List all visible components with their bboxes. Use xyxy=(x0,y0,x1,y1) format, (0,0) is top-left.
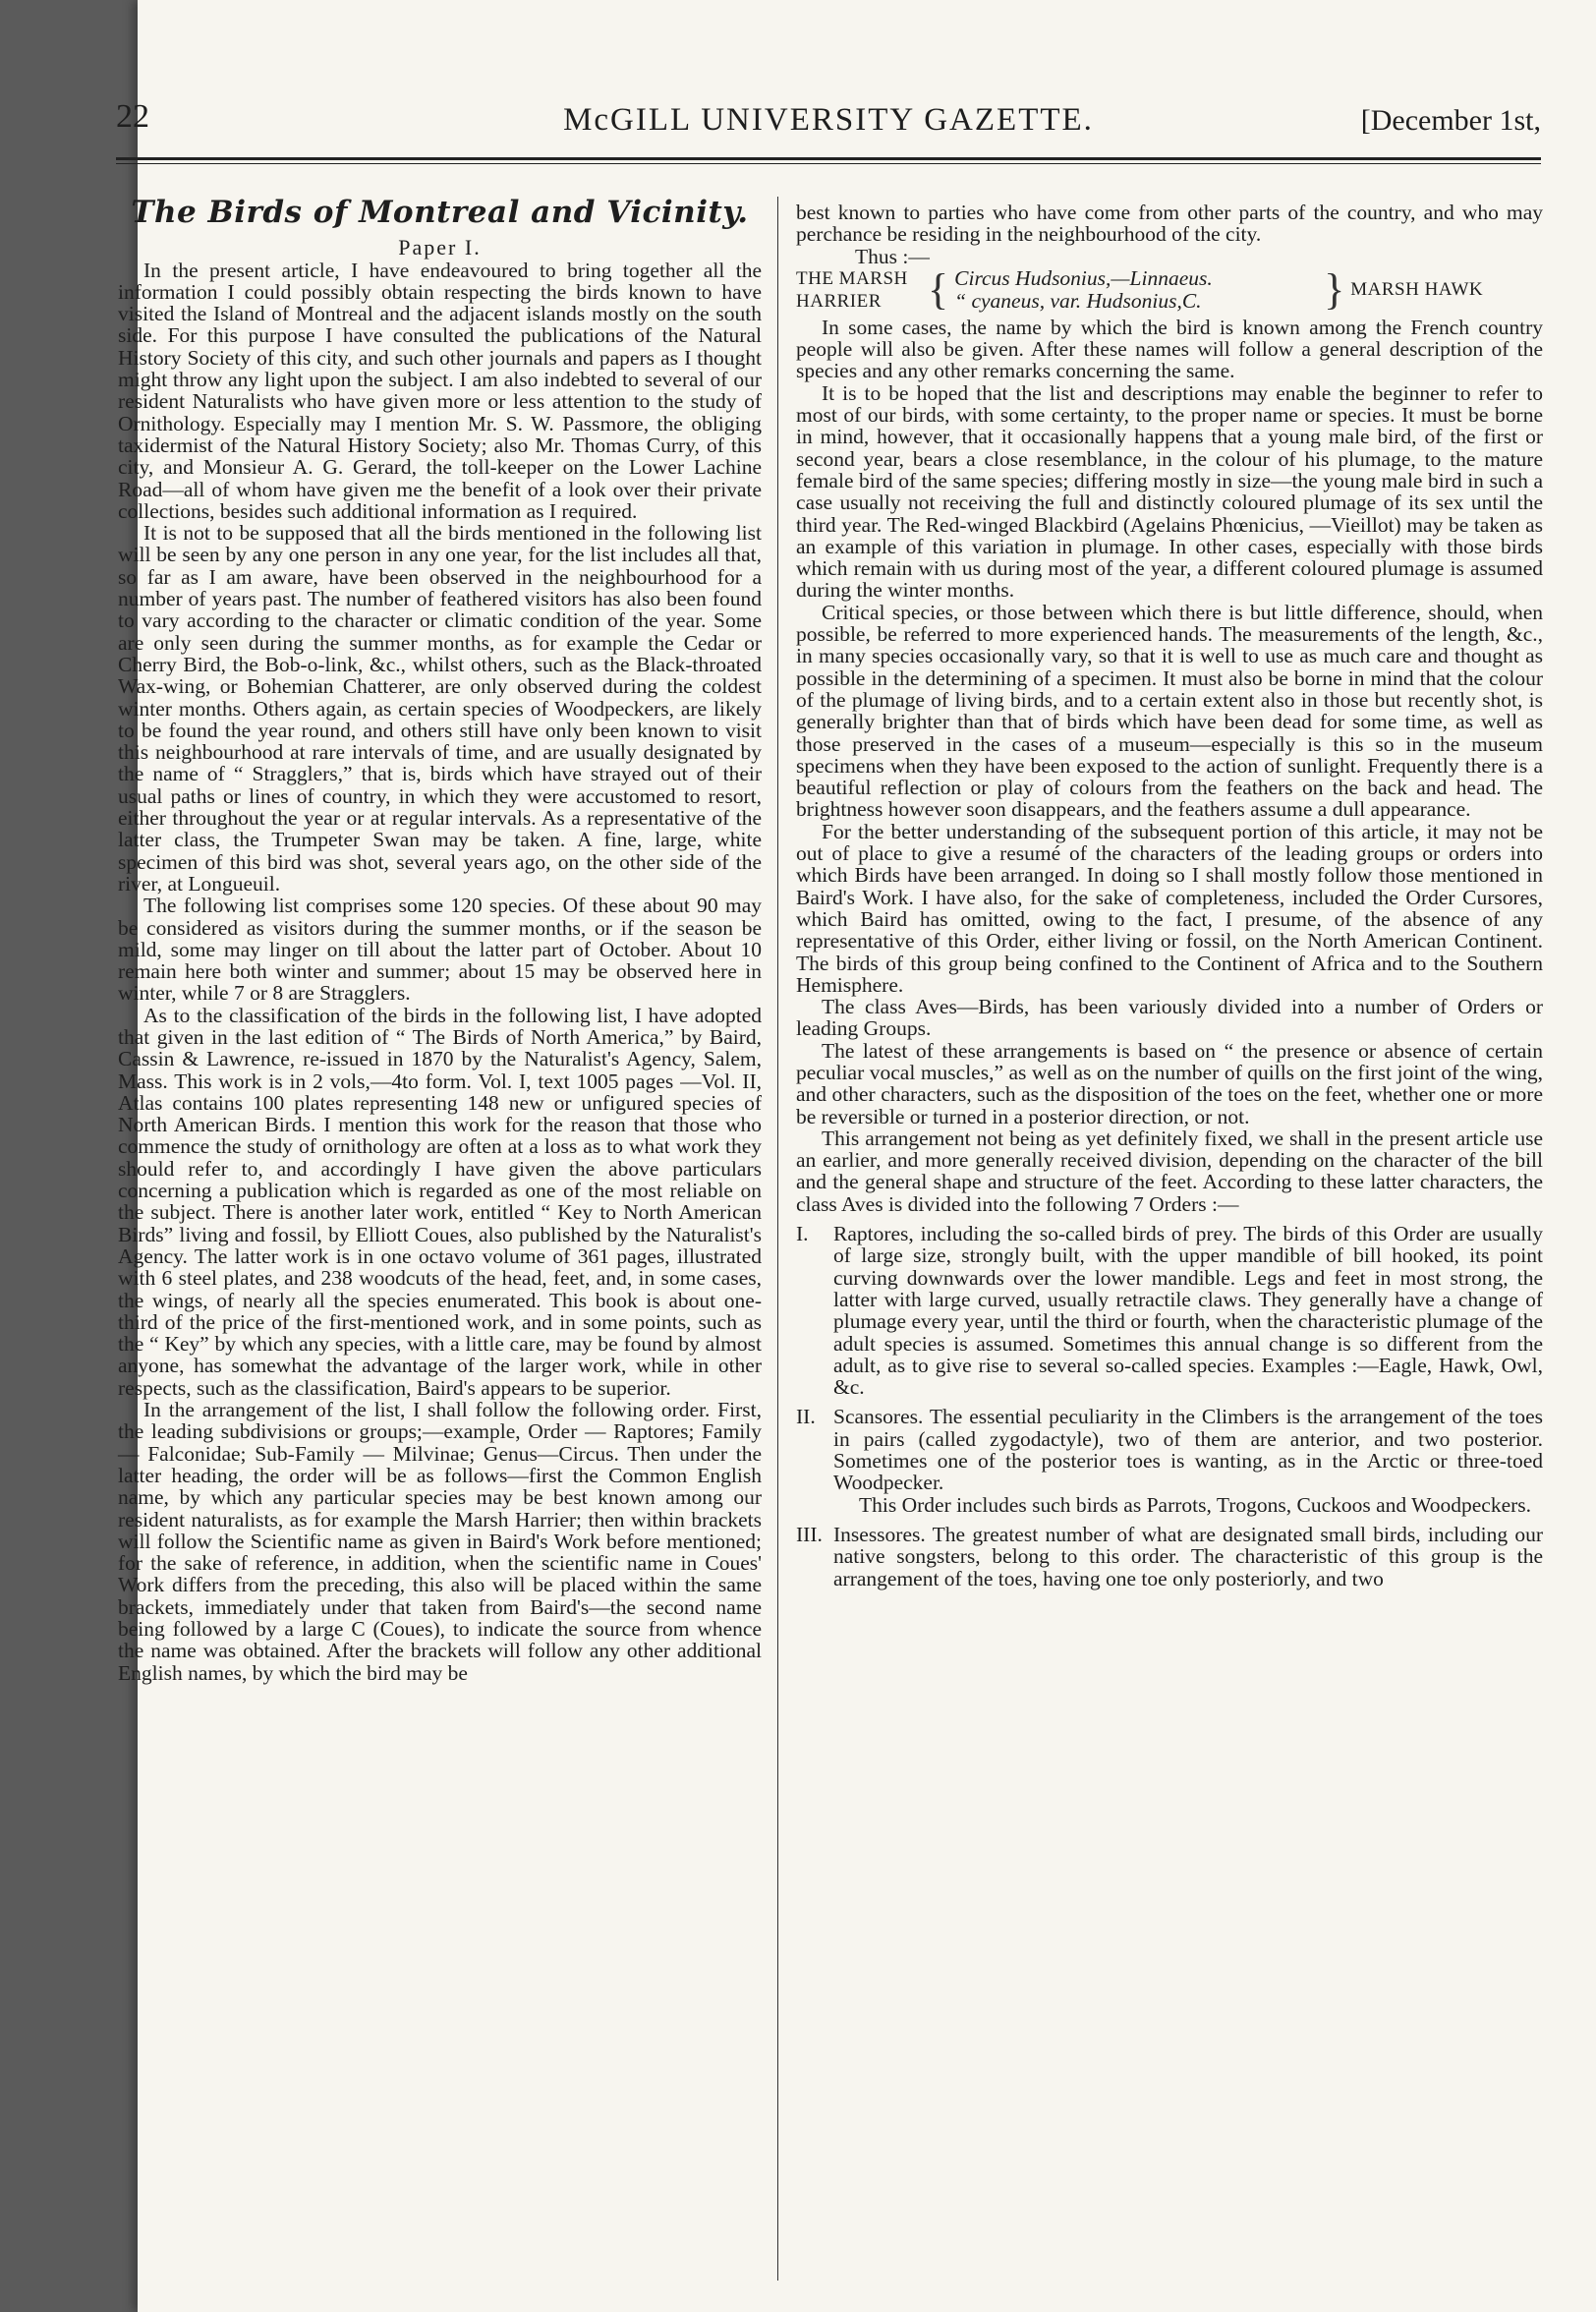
paragraph: In the present article, I have endeavoured to bring together all the information I could possibly obtain respecting the birds known to have visited the Island of Montreal and the adjacent islands mostly on the south side. For this purpose I have consulted the publications of the Natural History Society of this city, and such other journals and papers as I thought might throw any light upon the subject. I am also indebted to several of our resident Naturalists who have given more or less attention to the study of Ornithology. Especially may I mention Mr. S. W. Passmore, the obliging taxidermist of the Natural History Society; also Mr. Thomas Curry, of this city, and Monsieur A. G. Gerard, the toll-keeper on the Lower Lachine Road—all of whom have given me the benefit of a look over their private collections, besides such additional information as I required. xyxy=(118,258,762,523)
paragraph: Critical species, or those between which there is but little difference, should, when possible, be referred to more experienced hands. The measurements of the length, &c., in many species occasionally vary, so that it is well to use as much care and thought as possible in the determining of a specimen. It must also be borne in mind that the colour of the plumage of living birds, and to a certain extent also in those but recently shot, is generally brighter than that of birds which have been dead for some time, as well as those preserved in the cases of a museum—especially is this so in the museum specimens when they have been exposed to the action of sunlight. Frequently there is a beautiful reflection or play of colours from the feathers on the back and head. The brightness however soon disappears, and the feathers assume a dull appearance. xyxy=(796,600,1543,822)
paragraph: In some cases, the name by which the bird is known among the French country people will also be given. After these names will follow a general description of the species and any other remarks concerning the same. xyxy=(796,315,1543,383)
paragraph: It is to be hoped that the list and descriptions may enable the beginner to refer to most of our birds, with some certainty, to the proper name or species. It must be borne in mind, however, that it occasionally happens that a young male bird, of the first or second year, bears a close resemblance, in the colour of his plumage, to the mature female bird of the same species; differing mostly in size—the young male bird in such a case usually not receiving the full and distinctly coloured plumage of its sex until the third year. The Red-winged Blackbird (Agelains Phœnicius, —Vieillot) may be taken as an example of this variation in plumage. In other cases, especially with those birds which remain with us during most of the year, a different coloured plumage is assumed during the winter months. xyxy=(796,380,1543,603)
paragraph: The following list comprises some 120 species. Of these about 90 may be considered as visitors during the summer months, or if the season be mild, some may linger on till about the latter part of October. About 10 remain here both winter and summer; about 15 may be observed here in winter, while 7 or 8 are Stragglers. xyxy=(118,894,762,1006)
issue-date: [December 1st, xyxy=(1360,104,1541,137)
alternate-name: MARSH HAWK xyxy=(1350,278,1484,300)
paragraph: In the arrangement of the list, I shall follow the following order. First, the leading subdivisions or groups;—example, Order — Raptores; Family — Falconidae; Sub-Family — Milvinae; Genus—Circus. Then under the latter heading, the order will be as follows—first the Common English name, by which any particular species may be best known among our resident naturalists, as for example the Marsh Harrier; then within brackets will follow the Scientific name as given in Baird's Work before mentioned; for the sake of reference, in addition, when the scientific name in Coues' Work differs from the preceding, this also will be placed within the same brackets, immediately under that taken from Baird's—the second name being followed by a large C (Coues), to indicate the source from whence the name was obtained. After the brackets will follow any other additional English names, by which the bird may be xyxy=(118,1398,762,1685)
order-number: III. xyxy=(796,1522,823,1546)
paragraph: The class Aves—Birds, has been variously divided into a number of Orders or leading Groups. xyxy=(796,995,1543,1041)
order-text: Scansores. The essential peculiarity in the Climbers is the arrangement of the toes in pairs (called zygodactyle), two of them are anterior, and two posterior. Sometimes one of the posterior toes is wanting, as in the Arctic or three-toed Woodpecker. xyxy=(833,1405,1543,1495)
common-name xyxy=(796,267,922,313)
order-text: Raptores, including the so-called birds of prey. The birds of this Order are usually of large size, strongly built, with the upper mandible of bill hooked, its point curving downwards over the lower mandible. Legs and feet in most strong, the latter with large curved, usually retractile claws. They generally have a change of plumage every year, until the third or fourth, when the characteristic plumage of the adult species is assumed. Sometimes this annual change is so different from the adult, as to give rise to several so-called species. Examples :—Eagle, Hawk, Owl, &c. xyxy=(833,1222,1543,1400)
page-number: 22 xyxy=(116,98,149,135)
order-item xyxy=(796,1223,1543,1398)
scan-background xyxy=(0,0,138,2312)
bracket: { xyxy=(928,264,949,314)
paragraph: It is not to be supposed that all the birds mentioned in the following list will be seen by any one person in any one year, for the list includes all that, so far as I am aware, have been observed in the neighbourhood for a number of years past. The number of feathered visitors has also been found to vary according to the character or climatic condition of the year. Some are only seen during the summer months, as for example the Cedar or Cherry Bird, the Bob-o-link, &c., whilst others, such as the Black-throated Wax-wing, or Bohemian Chatterer, are only observed during the coldest winter months. Others again, as certain species of Woodpeckers, are likely to be found the year round, and others still have only been known to visit this neighbourhood at rare intervals of time, and are usually designated by the name of “ Stragglers,” that is, birds which have strayed out of their usual paths or lines of country, in which they were accustomed to resort, either throughout the year or at regular intervals. As a representative of the latter class, the Trumpeter Swan may be taken. A fine, large, white specimen of this bird was shot, several years ago, on the other side of the river, at Longueuil. xyxy=(118,521,762,896)
order-number: II. xyxy=(796,1405,816,1429)
paragraph: For the better understanding of the subsequent portion of this article, it may not be out of place to give a resumé of the characters of the leading groups or orders into which Birds have been arranged. In doing so I shall mostly follow those mentioned in Baird's Work. I have also, for the sake of completeness, included the Order Cursores, which Baird has omitted, owing to the fact, I presume, of the absence of any representative of this Order, either living or fossil, on the North American Continent. The birds of this group being confined to the Continent of Africa and to the Southern Hemisphere. xyxy=(796,819,1543,997)
common-name-line: THE MARSH xyxy=(796,267,908,289)
order-item xyxy=(796,1406,1543,1493)
scientific-name-line: “ cyaneus, var. Hudsonius,C. xyxy=(954,288,1202,313)
paragraph: best known to parties who have come from other parts of the country, and who may perchance be residing in the neighbourhood of the city. xyxy=(796,201,1543,247)
gazette-title: McGILL UNIVERSITY GAZETTE. xyxy=(563,102,1094,138)
common-name-line: HARRIER xyxy=(796,290,882,312)
page-header xyxy=(116,98,1541,157)
order-text: Insessores. The greatest number of what are designated small birds, including our native songsters, belong to this order. The characteristic of this group is the arrangement of the toes, having one toe only posteriorly, and two xyxy=(833,1522,1543,1590)
paragraph: The latest of these arrangements is based on “ the presence or absence of certain peculiar vocal muscles,” as well as on the number of quills on the first joint of the wing, and other characters, such as the disposition of the toes on the feet, whether one or more be reversible or turned in a posterior direction, or not. xyxy=(796,1038,1543,1128)
order-note: This Order includes such birds as Parrots, Trogons, Cuckoos and Woodpeckers. xyxy=(859,1492,1532,1517)
order-item xyxy=(796,1524,1543,1590)
left-column xyxy=(118,195,762,1685)
column-divider xyxy=(777,197,778,2281)
right-column xyxy=(796,202,1543,1590)
order-number: I. xyxy=(796,1222,809,1246)
paper-number: Paper I. xyxy=(398,235,482,260)
paragraph: This arrangement not being as yet definitely fixed, we shall in the present article use an earlier, and more generally received division, depending on the character of the bill and the general shape and structure of the feet. According to these latter characters, the class Aves is divided into the following 7 Orders :— xyxy=(796,1126,1543,1216)
bracket: } xyxy=(1324,264,1345,314)
header-rule xyxy=(116,157,1541,160)
example-intro: Thus :— xyxy=(855,244,930,268)
paragraph: As to the classification of the birds in the following list, I have adopted that given in the last edition of “ The Birds of North America,” by Baird, Cassin & Lawrence, re-issued in 1870 by the Naturalist's Agency, Salem, Mass. This work is in 2 vols,—4to form. Vol. I, text 1005 pages —Vol. II, Atlas contains 100 plates representing 148 new or unfigured species of North American Birds. I mention this work for the reason that those who commence the study of ornithology are often at a loss as to what work they should refer to, and accordingly I have given the above particulars concerning a publication which is regarded as one of the most reliable on the subject. There is another later work, entitled “ Key to North American Birds” living and fossil, by Elliott Coues, also published by the Naturalist's Agency. The latter work is in one octavo volume of 361 pages, illustrated with 6 steel plates, and 238 woodcuts of the head, feet, and, in some cases, the wings, of nearly all the species enumerated. This book is about one-third of the price of the first-mentioned work, and in some points, such as the “ Key” by which any species, with a little care, may be found by almost anyone, has somewhat the advantage of the larger work, while in other respects, such as the classification, Baird's appears to be superior. xyxy=(118,1003,762,1400)
header-rule-thin xyxy=(116,163,1541,164)
example-entry xyxy=(796,264,1543,314)
scientific-name-line: Circus Hudsonius,—Linnaeus. xyxy=(954,265,1213,290)
article-title: The Birds of Montreal and Vicinity. xyxy=(131,195,749,230)
scientific-name xyxy=(954,267,1318,313)
